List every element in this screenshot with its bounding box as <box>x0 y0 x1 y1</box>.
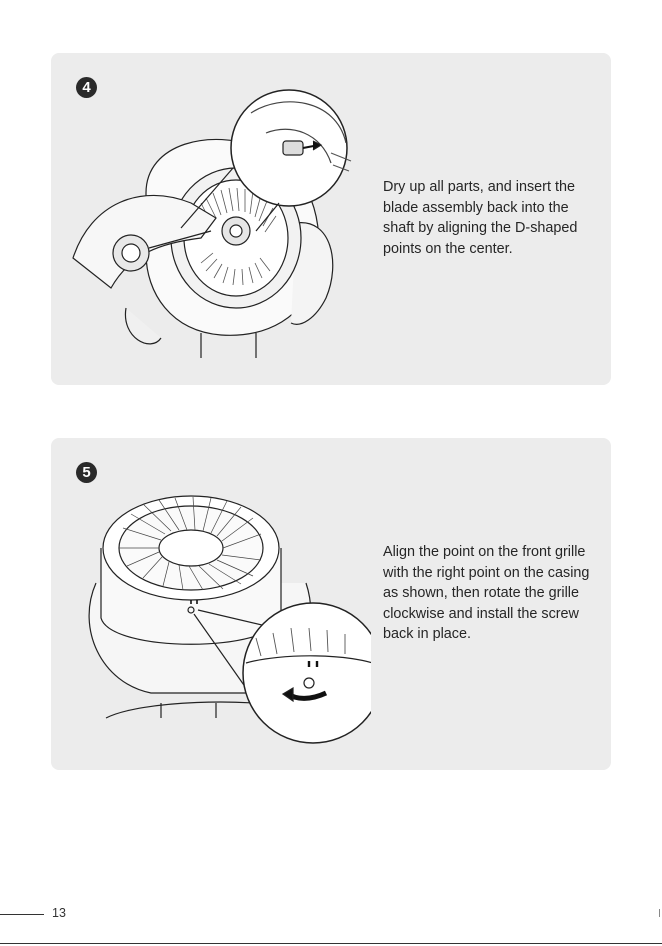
fan-blade-assembly-illustration <box>51 53 371 385</box>
step-4-panel <box>51 53 611 385</box>
step-number-badge: 5 <box>76 462 97 483</box>
page-number: 13 <box>52 906 66 920</box>
step-5-panel <box>51 438 611 770</box>
step-5-instruction: Align the point on the front grille with the right point on the casing as shown, then rotate the grille clockwise and install the screw back in place. <box>383 544 590 642</box>
footer-rule <box>0 914 44 915</box>
step-number-badge: 4 <box>76 77 97 98</box>
crop-mark <box>659 909 660 917</box>
step-4-instruction: Dry up all parts, and insert the blade assembly back into the shaft by aligning the D-shaped points on the center. <box>383 179 578 257</box>
fan-grille-rotation-illustration <box>51 438 371 770</box>
bottom-rule <box>0 943 662 944</box>
